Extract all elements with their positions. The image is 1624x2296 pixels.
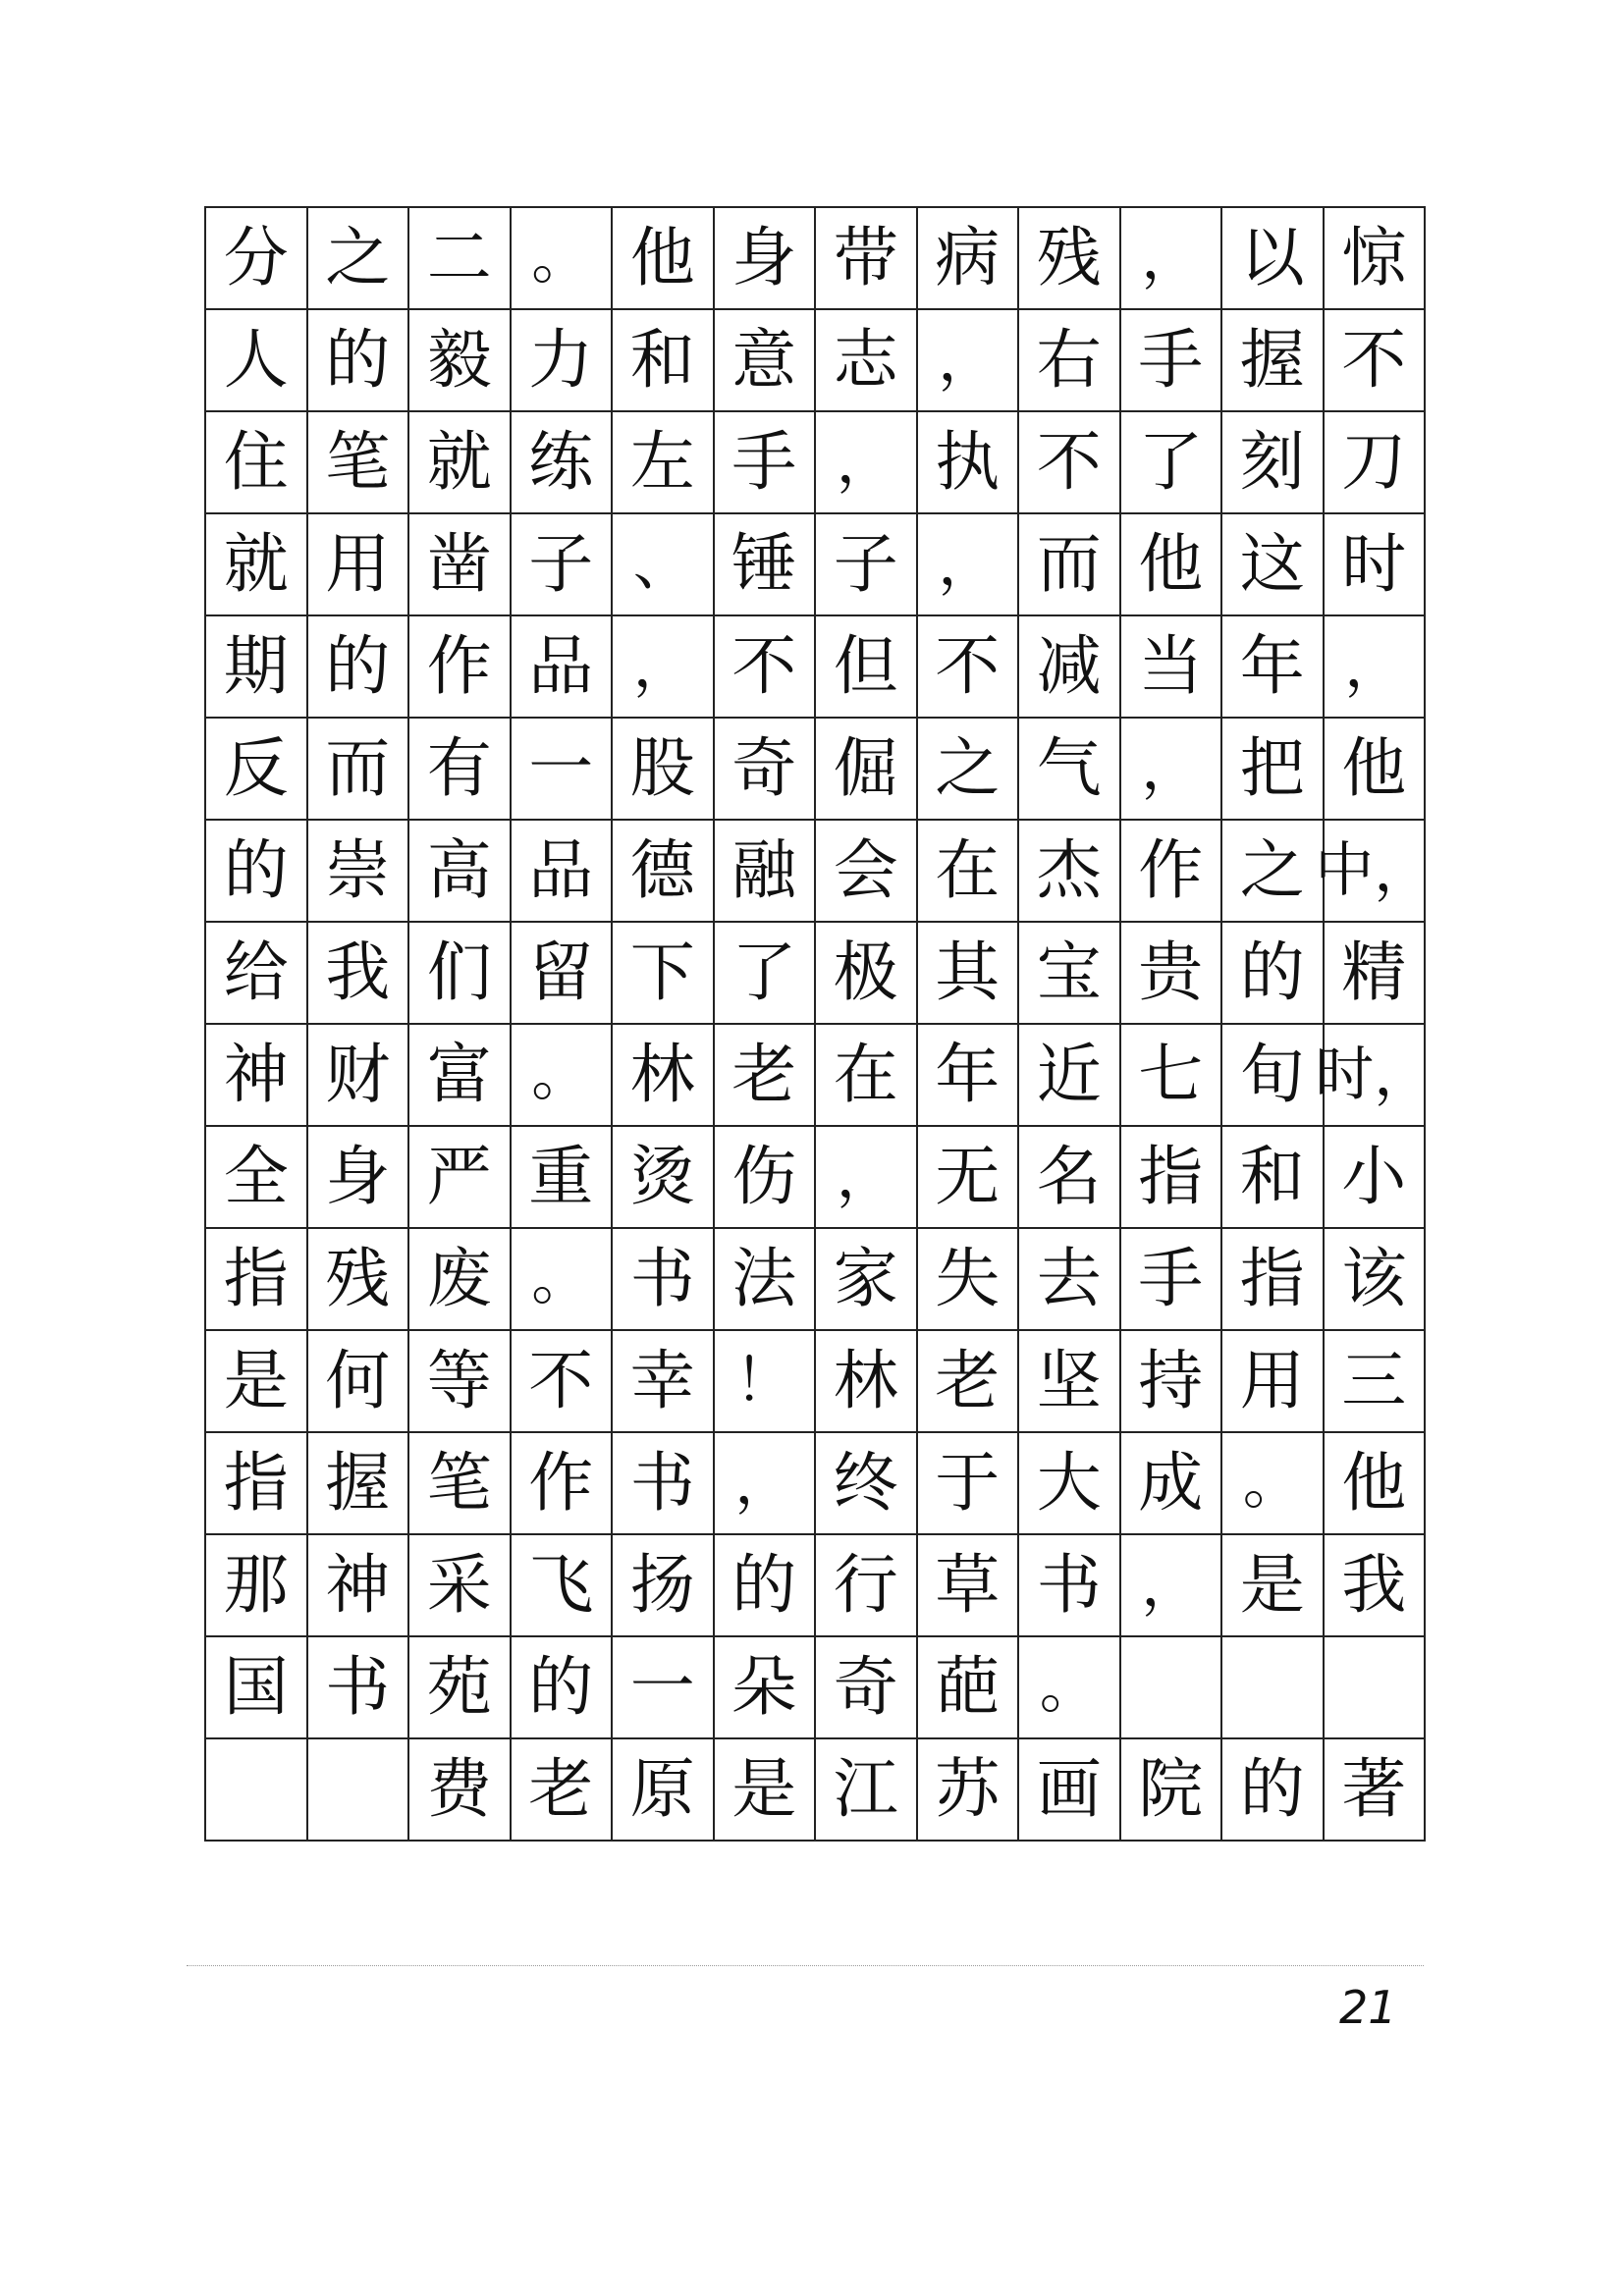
- grid-cell: 的: [715, 1535, 817, 1637]
- grid-cell: 的: [512, 1637, 614, 1739]
- grid-cell: 坚: [1019, 1331, 1121, 1433]
- grid-cell: 融: [715, 821, 817, 923]
- grid-cell: 年: [918, 1025, 1020, 1127]
- grid-cell: 身: [308, 1127, 410, 1229]
- grid-cell: 小: [1325, 1127, 1427, 1229]
- grid-cell: ！: [715, 1331, 817, 1433]
- grid-cell: 书: [1019, 1535, 1121, 1637]
- grid-cell: 持: [1121, 1331, 1223, 1433]
- grid-cell: 重: [512, 1127, 614, 1229]
- grid-cell: 飞: [512, 1535, 614, 1637]
- grid-cell: 作: [409, 616, 512, 719]
- grid-cell: 这: [1222, 514, 1325, 616]
- grid-cell: 烫: [613, 1127, 715, 1229]
- grid-cell: 林: [613, 1025, 715, 1127]
- grid-cell: 国: [206, 1637, 308, 1739]
- grid-cell: 伤: [715, 1127, 817, 1229]
- grid-cell: 在: [918, 821, 1020, 923]
- grid-cell: 富: [409, 1025, 512, 1127]
- grid-cell: 手: [1121, 1229, 1223, 1331]
- grid-cell: 高: [409, 821, 512, 923]
- grid-cell: 葩: [918, 1637, 1020, 1739]
- grid-cell: 子: [816, 514, 918, 616]
- grid-cell: 林: [816, 1331, 918, 1433]
- grid-cell: 股: [613, 719, 715, 821]
- grid-cell: 指: [206, 1229, 308, 1331]
- grid-cell: 草: [918, 1535, 1020, 1637]
- grid-cell: 是: [715, 1739, 817, 1842]
- grid-cell: 给: [206, 923, 308, 1025]
- grid-cell: 时，: [1325, 1025, 1427, 1127]
- scan-speck-line: [187, 1965, 1424, 1968]
- grid-cell: 在: [816, 1025, 918, 1127]
- grid-cell: 而: [308, 719, 410, 821]
- grid-cell: 、: [613, 514, 715, 616]
- grid-cell: 握: [308, 1433, 410, 1535]
- grid-cell: 江: [816, 1739, 918, 1842]
- grid-cell: 一: [613, 1637, 715, 1739]
- grid-cell: 精: [1325, 923, 1427, 1025]
- grid-cell: 的: [308, 616, 410, 719]
- grid-cell: 毅: [409, 310, 512, 412]
- grid-cell: 指: [1121, 1127, 1223, 1229]
- grid-cell: 大: [1019, 1433, 1121, 1535]
- grid-cell: 志: [816, 310, 918, 412]
- grid-cell: 右: [1019, 310, 1121, 412]
- grid-cell: 去: [1019, 1229, 1121, 1331]
- grid-cell: 宝: [1019, 923, 1121, 1025]
- grid-cell: 我: [1325, 1535, 1427, 1637]
- grid-cell: 就: [206, 514, 308, 616]
- grid-cell: 奇: [715, 719, 817, 821]
- grid-cell: 以: [1222, 208, 1325, 310]
- grid-cell: 的: [1222, 923, 1325, 1025]
- grid-cell: 严: [409, 1127, 512, 1229]
- grid-cell: 病: [918, 208, 1020, 310]
- grid-cell: 的: [308, 310, 410, 412]
- grid-cell: 其: [918, 923, 1020, 1025]
- grid-cell: 德: [613, 821, 715, 923]
- grid-cell: 分: [206, 208, 308, 310]
- grid-cell: 。: [1019, 1637, 1121, 1739]
- grid-cell: 减: [1019, 616, 1121, 719]
- grid-cell: 院: [1121, 1739, 1223, 1842]
- grid-cell: 了: [1121, 412, 1223, 514]
- grid-cell: 失: [918, 1229, 1020, 1331]
- grid-cell: 不: [918, 616, 1020, 719]
- grid-cell: 作: [512, 1433, 614, 1535]
- grid-cell: 。: [1222, 1433, 1325, 1535]
- grid-cell: ，: [816, 412, 918, 514]
- grid-cell: ，: [1121, 1535, 1223, 1637]
- grid-cell: 是: [206, 1331, 308, 1433]
- grid-cell: 神: [308, 1535, 410, 1637]
- grid-cell: 费: [409, 1739, 512, 1842]
- grid-cell: 一: [512, 719, 614, 821]
- grid-cell: 就: [409, 412, 512, 514]
- grid-cell: 何: [308, 1331, 410, 1433]
- grid-cell: 行: [816, 1535, 918, 1637]
- grid-cell: 指: [1222, 1229, 1325, 1331]
- grid-cell: 崇: [308, 821, 410, 923]
- grid-cell: 二: [409, 208, 512, 310]
- grid-cell: 于: [918, 1433, 1020, 1535]
- grid-cell: 之: [308, 208, 410, 310]
- grid-cell: 贵: [1121, 923, 1223, 1025]
- grid-cell: 老: [918, 1331, 1020, 1433]
- grid-cell: 旬: [1222, 1025, 1325, 1127]
- grid-cell: 作: [1121, 821, 1223, 923]
- grid-cell: 笔: [409, 1433, 512, 1535]
- grid-cell: 那: [206, 1535, 308, 1637]
- grid-cell: 不: [1019, 412, 1121, 514]
- grid-cell: 终: [816, 1433, 918, 1535]
- grid-cell: 之: [918, 719, 1020, 821]
- grid-cell: ，: [715, 1433, 817, 1535]
- grid-cell: 我: [308, 923, 410, 1025]
- grid-cell: 但: [816, 616, 918, 719]
- grid-cell: 的: [206, 821, 308, 923]
- grid-cell: 凿: [409, 514, 512, 616]
- grid-cell: 书: [308, 1637, 410, 1739]
- grid-cell: 书: [613, 1433, 715, 1535]
- page-number: 21: [1339, 1981, 1397, 2034]
- grid-cell: 下: [613, 923, 715, 1025]
- grid-cell: 名: [1019, 1127, 1121, 1229]
- grid-cell: [308, 1739, 410, 1842]
- grid-cell: 反: [206, 719, 308, 821]
- grid-cell: ，: [918, 310, 1020, 412]
- grid-cell: 手: [715, 412, 817, 514]
- grid-cell: 废: [409, 1229, 512, 1331]
- grid-cell: 他: [1325, 719, 1427, 821]
- grid-cell: 刀: [1325, 412, 1427, 514]
- grid-cell: 成: [1121, 1433, 1223, 1535]
- grid-cell: [1325, 1637, 1427, 1739]
- grid-cell: ，: [1325, 616, 1427, 719]
- grid-cell: 幸: [613, 1331, 715, 1433]
- grid-cell: 期: [206, 616, 308, 719]
- grid-cell: 苑: [409, 1637, 512, 1739]
- grid-cell: 们: [409, 923, 512, 1025]
- grid-cell: 。: [512, 1229, 614, 1331]
- grid-cell: 不: [715, 616, 817, 719]
- grid-cell: [1222, 1637, 1325, 1739]
- grid-cell: 他: [613, 208, 715, 310]
- grid-cell: 不: [1325, 310, 1427, 412]
- grid-cell: 原: [613, 1739, 715, 1842]
- grid-cell: 该: [1325, 1229, 1427, 1331]
- grid-cell: 中，: [1325, 821, 1427, 923]
- grid-cell: 之: [1222, 821, 1325, 923]
- grid-cell: 留: [512, 923, 614, 1025]
- grid-cell: 惊: [1325, 208, 1427, 310]
- grid-cell: 意: [715, 310, 817, 412]
- grid-cell: 苏: [918, 1739, 1020, 1842]
- grid-cell: 奇: [816, 1637, 918, 1739]
- grid-cell: 残: [1019, 208, 1121, 310]
- grid-cell: 倔: [816, 719, 918, 821]
- grid-cell: 把: [1222, 719, 1325, 821]
- grid-cell: 了: [715, 923, 817, 1025]
- grid-cell: 和: [1222, 1127, 1325, 1229]
- grid-cell: 会: [816, 821, 918, 923]
- grid-cell: 手: [1121, 310, 1223, 412]
- grid-cell: 时: [1325, 514, 1427, 616]
- grid-cell: 极: [816, 923, 918, 1025]
- grid-cell: 用: [308, 514, 410, 616]
- grid-cell: 练: [512, 412, 614, 514]
- grid-cell: ，: [613, 616, 715, 719]
- grid-cell: 他: [1121, 514, 1223, 616]
- grid-cell: 力: [512, 310, 614, 412]
- grid-cell: 财: [308, 1025, 410, 1127]
- grid-cell: 气: [1019, 719, 1121, 821]
- grid-cell: 年: [1222, 616, 1325, 719]
- grid-cell: 家: [816, 1229, 918, 1331]
- grid-cell: 子: [512, 514, 614, 616]
- grid-cell: 三: [1325, 1331, 1427, 1433]
- character-grid: [204, 206, 1434, 1842]
- grid-cell: 他: [1325, 1433, 1427, 1535]
- grid-cell: 著: [1325, 1739, 1427, 1842]
- grid-cell: 品: [512, 821, 614, 923]
- grid-cell: 身: [715, 208, 817, 310]
- grid-cell: 朵: [715, 1637, 817, 1739]
- grid-cell: 锤: [715, 514, 817, 616]
- grid-cell: 指: [206, 1433, 308, 1535]
- grid-cell: 扬: [613, 1535, 715, 1637]
- grid-cell: 无: [918, 1127, 1020, 1229]
- grid-cell: 人: [206, 310, 308, 412]
- grid-cell: 近: [1019, 1025, 1121, 1127]
- grid-cell: 握: [1222, 310, 1325, 412]
- grid-cell: 用: [1222, 1331, 1325, 1433]
- grid-cell: 住: [206, 412, 308, 514]
- grid-cell: 笔: [308, 412, 410, 514]
- grid-cell: 神: [206, 1025, 308, 1127]
- grid-cell: 是: [1222, 1535, 1325, 1637]
- grid-cell: 书: [613, 1229, 715, 1331]
- grid-cell: 等: [409, 1331, 512, 1433]
- grid-cell: 品: [512, 616, 614, 719]
- grid-cell: 法: [715, 1229, 817, 1331]
- grid-cell: ，: [816, 1127, 918, 1229]
- grid-cell: 老: [512, 1739, 614, 1842]
- grid-cell: 全: [206, 1127, 308, 1229]
- grid-cell: 执: [918, 412, 1020, 514]
- grid-cell: 。: [512, 1025, 614, 1127]
- grid-cell: 采: [409, 1535, 512, 1637]
- grid-cell: 有: [409, 719, 512, 821]
- grid-cell: 的: [1222, 1739, 1325, 1842]
- grid-cell: 当: [1121, 616, 1223, 719]
- grid-cell: 杰: [1019, 821, 1121, 923]
- grid-cell: 带: [816, 208, 918, 310]
- grid-cell: 。: [512, 208, 614, 310]
- grid-cell: 画: [1019, 1739, 1121, 1842]
- grid-cell: 老: [715, 1025, 817, 1127]
- grid-cell: 残: [308, 1229, 410, 1331]
- grid-cell: 而: [1019, 514, 1121, 616]
- grid-cell: 左: [613, 412, 715, 514]
- grid-cell: ，: [918, 514, 1020, 616]
- grid-cell: [206, 1739, 308, 1842]
- grid-cell: ，: [1121, 719, 1223, 821]
- grid-cell: ，: [1121, 208, 1223, 310]
- grid-cell: 刻: [1222, 412, 1325, 514]
- grid-cell: [1121, 1637, 1223, 1739]
- grid-cell: 不: [512, 1331, 614, 1433]
- grid-cell: 和: [613, 310, 715, 412]
- grid-cell: 七: [1121, 1025, 1223, 1127]
